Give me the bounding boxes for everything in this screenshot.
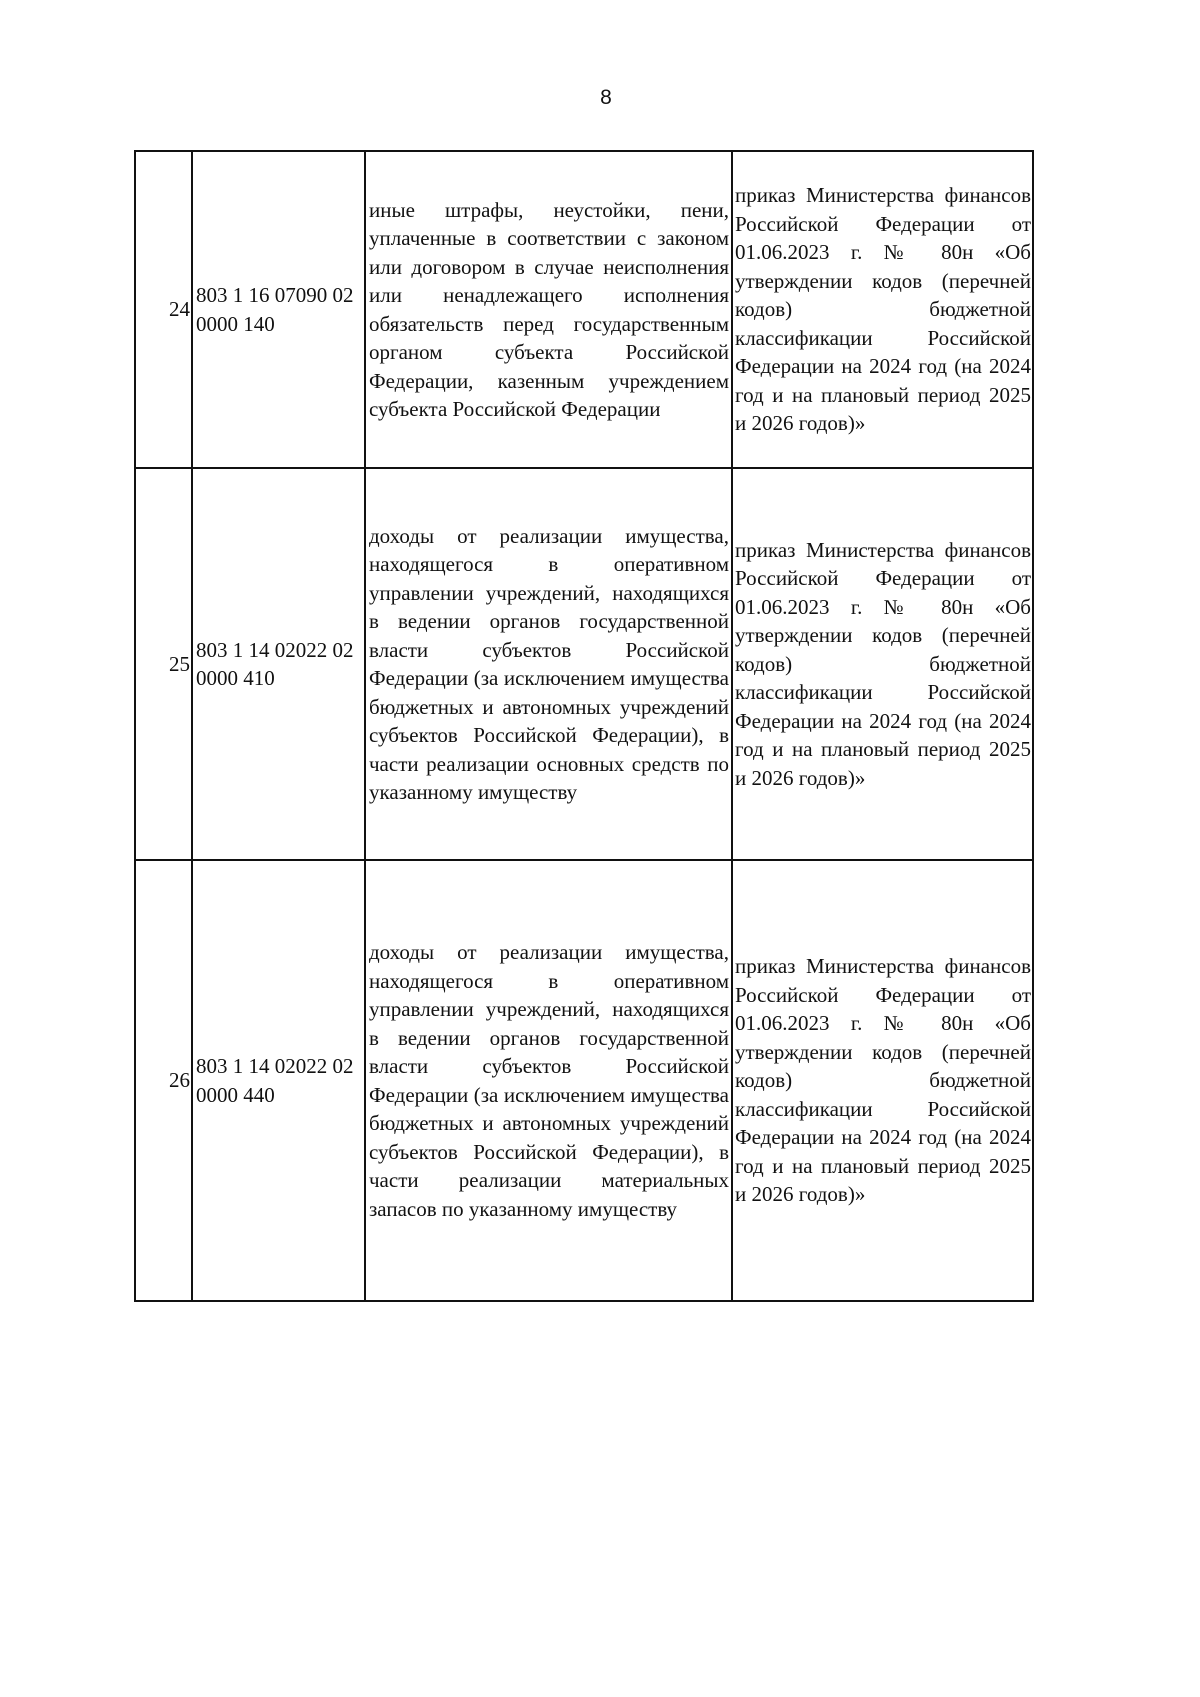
income-description: иные штрафы, неустойки, пени, уплаченные в соответствии с законом или договором в случае неисполнения или ненадлежащего исполнения обязательств перед государственным органом субъекта Российской Федерации, казенным учреждением субъекта Российской Федерации xyxy=(365,151,732,468)
budget-code: 803 1 14 02022 02 0000 410 xyxy=(192,468,365,860)
budget-code: 803 1 14 02022 02 0000 440 xyxy=(192,860,365,1301)
page-number: 8 xyxy=(600,86,612,109)
legal-basis: приказ Министерства финансов Российской Федерации от 01.06.2023 г. № 80н «Об утверждении кодов (перечней кодов) бюджетной классификации Российской Федерации на 2024 год (на 2024 год и на плановый период 2025 и 2026 годов)» xyxy=(732,860,1033,1301)
legal-basis: приказ Министерства финансов Российской Федерации от 01.06.2023 г. № 80н «Об утверждении кодов (перечней кодов) бюджетной классификации Российской Федерации на 2024 год (на 2024 год и на плановый период 2025 и 2026 годов)» xyxy=(732,468,1033,860)
table-row xyxy=(135,468,1033,860)
row-number: 25 xyxy=(135,468,192,860)
table-row xyxy=(135,151,1033,468)
table-row xyxy=(135,860,1033,1301)
budget-codes-table xyxy=(134,150,1034,1302)
budget-code: 803 1 16 07090 02 0000 140 xyxy=(192,151,365,468)
income-description: доходы от реализации имущества, находящегося в оперативном управлении учреждений, находящихся в ведении органов государственной власти субъектов Российской Федерации (за исключением имущества бюджетных и автономных учреждений субъектов Российской Федерации), в части реализации материальных запасов по указанному имуществу xyxy=(365,860,732,1301)
legal-basis: приказ Министерства финансов Российской Федерации от 01.06.2023 г. № 80н «Об утверждении кодов (перечней кодов) бюджетной классификации Российской Федерации на 2024 год (на 2024 год и на плановый период 2025 и 2026 годов)» xyxy=(732,151,1033,468)
row-number: 24 xyxy=(135,151,192,468)
row-number: 26 xyxy=(135,860,192,1301)
income-description: доходы от реализации имущества, находящегося в оперативном управлении учреждений, находящихся в ведении органов государственной власти субъектов Российской Федерации (за исключением имущества бюджетных и автономных учреждений субъектов Российской Федерации), в части реализации основных средств по указанному имуществу xyxy=(365,468,732,860)
